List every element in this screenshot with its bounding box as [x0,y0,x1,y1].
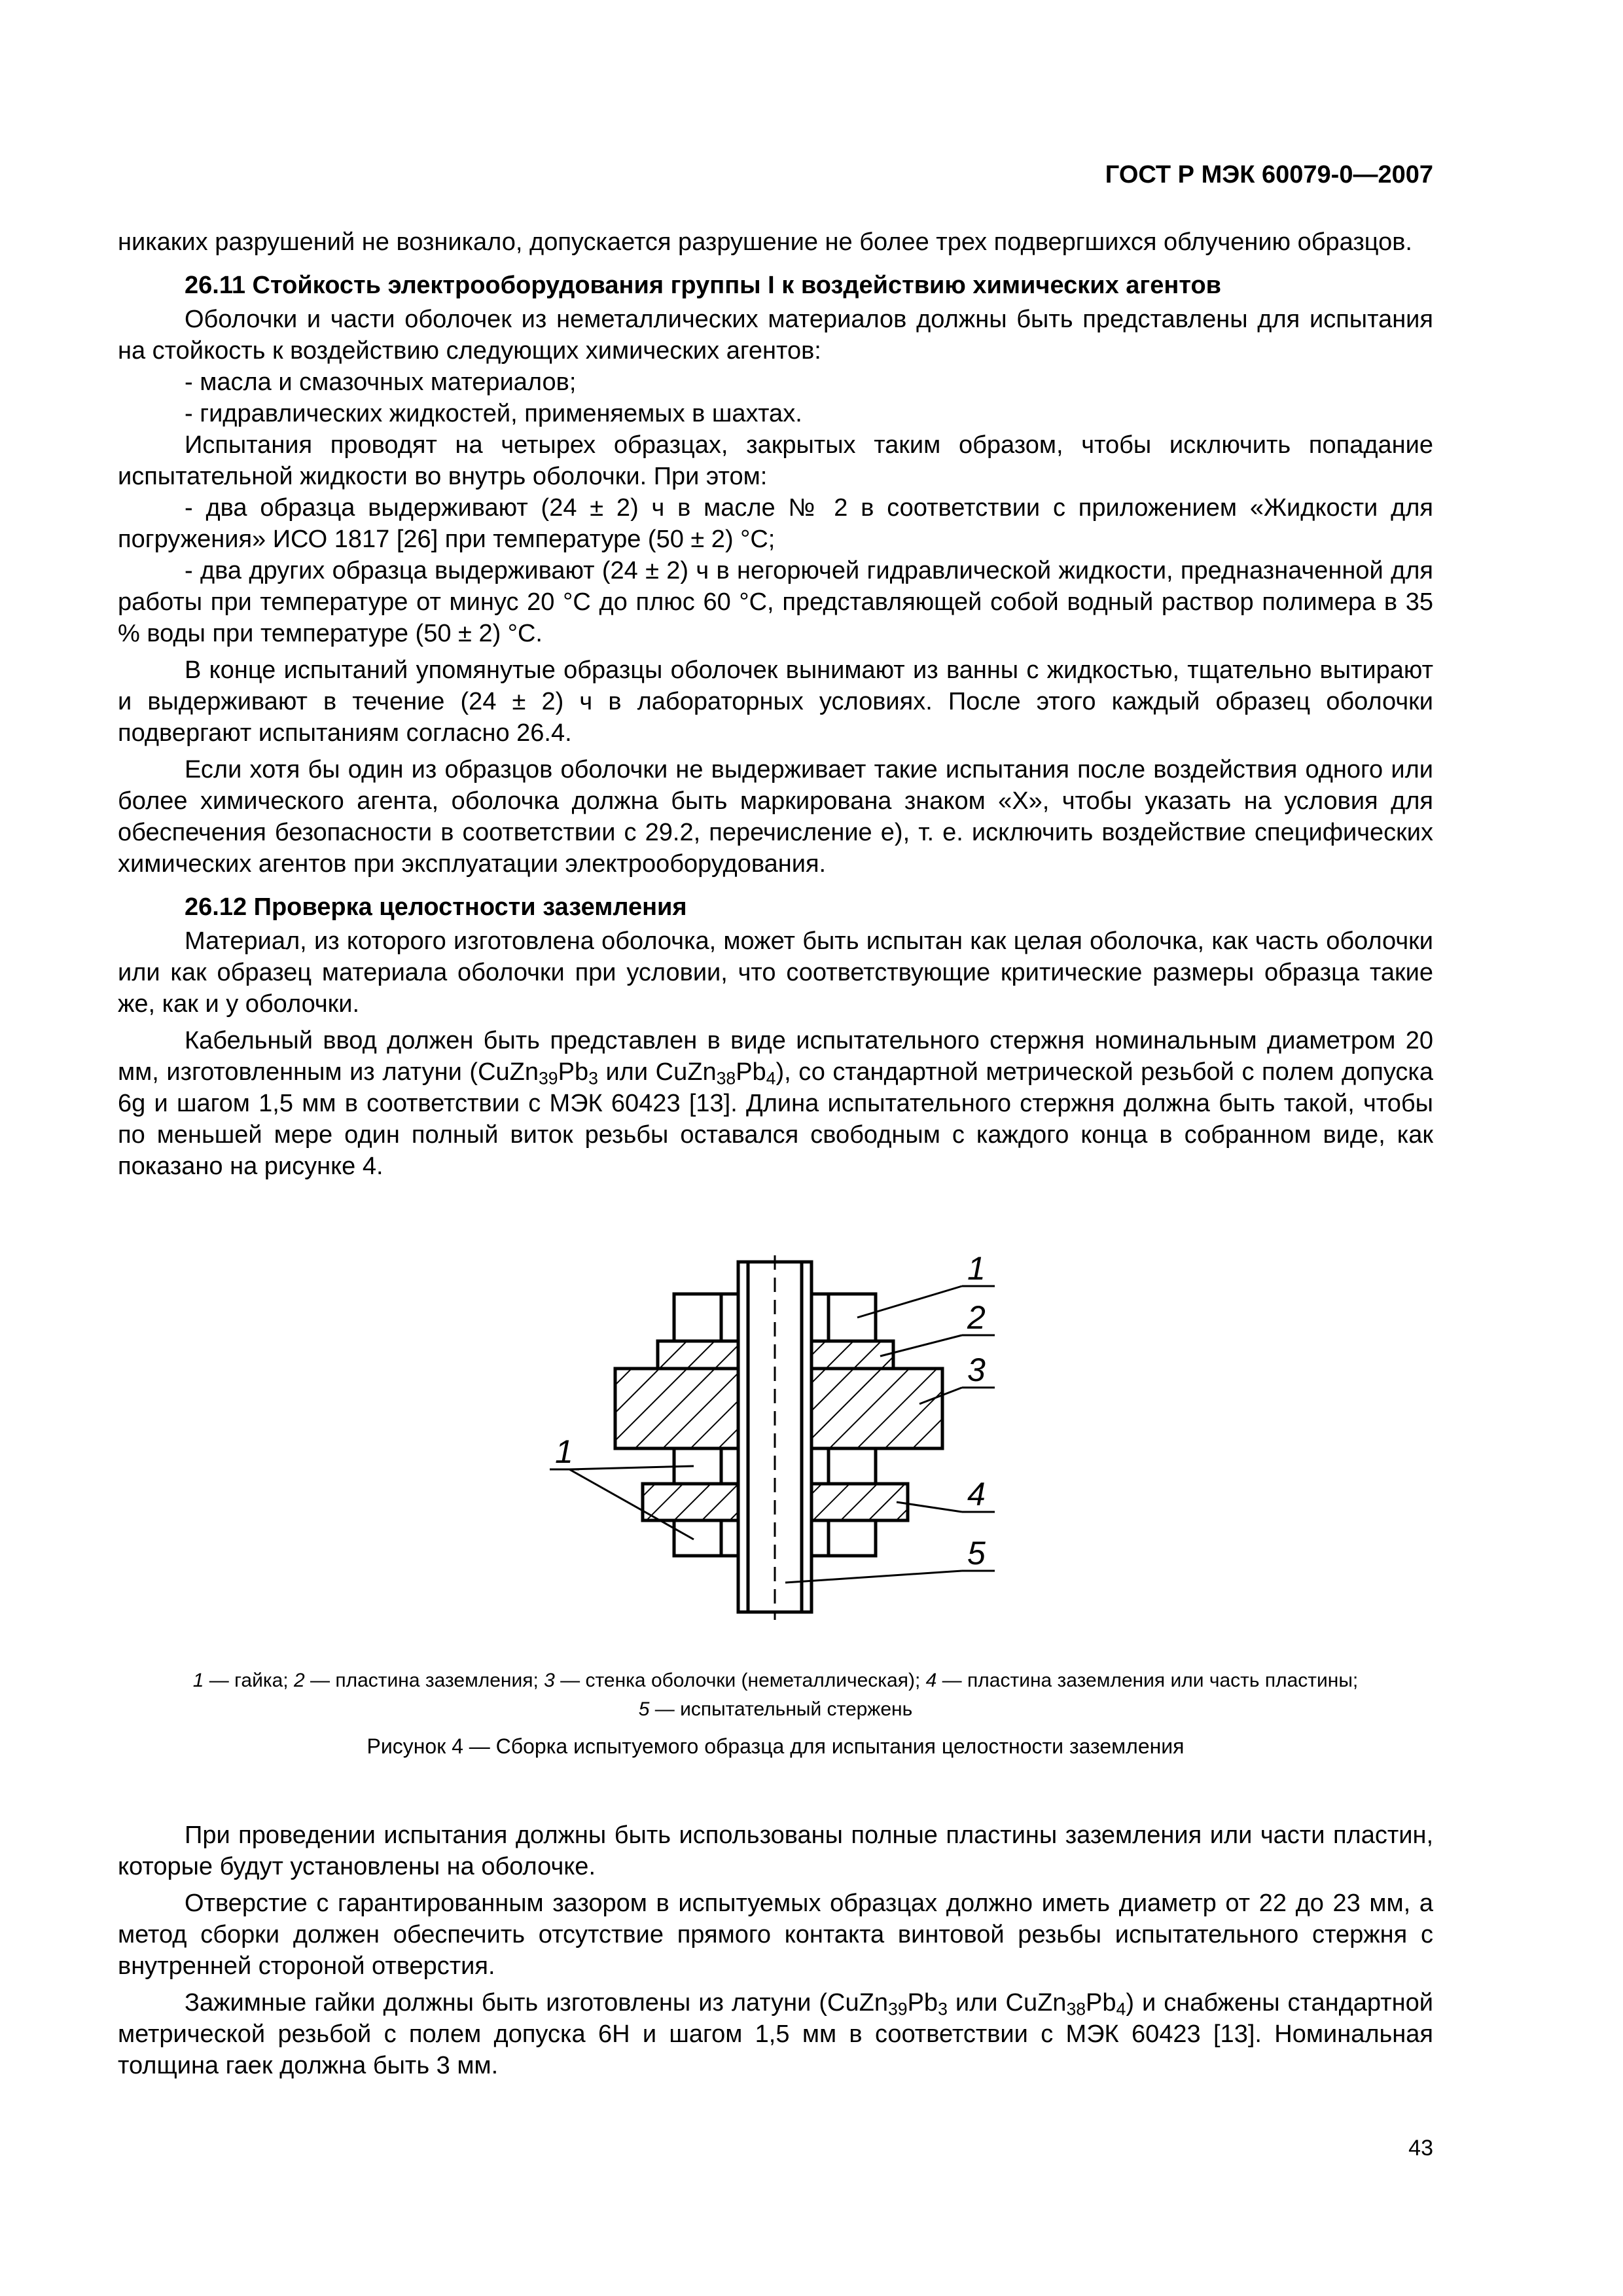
list-item: - масла и смазочных материалов; [185,368,577,396]
paragraph: Если хотя бы один из образцов оболочки не выдерживает такие испытания после воздействия одного или более химического агента, оболочка должна быть маркирована знаком «X», чтобы указать на условия для обеспечения безопасности в соответствии с 29.2, перечисление е), т. е. исключить воздействие специфических химических агентов при эксплуатации электрооборудования. [118,756,1433,878]
figure-legend: 1 — гайка; 2 — пластина заземления; 3 — стенка оболочки (неметаллическая); 4 — пластина заземления или часть пластины; 5 — испытательный стержень [192,1670,1359,1720]
paragraph: При проведении испытания должны быть использованы полные пластины заземления или части пластин, которые будут установлены на оболочке. [118,1821,1433,1880]
list-item: - два других образца выдерживают (24 ± 2) ч в негорючей гидравлической жидкости, предназначенной для работы при температуре от минус 20 °С до плюс 60 °С, представляющей собой водный раствор полимера в 35 % воды при температуре (50 ± 2) °С. [118,557,1433,647]
page-number: 43 [1408,2136,1433,2161]
paragraph: В конце испытаний упомянутые образцы оболочек вынимают из ванны с жидкостью, тщательно вытирают и выдерживают в течение (24 ± 2) ч в лабораторных условиях. После этого каждый образец оболочки подвергают испытаниям согласно 26.4. [118,656,1433,747]
label-1-top: 1 [967,1250,986,1287]
figure-title: Рисунок 4 — Сборка испытуемого образца для испытания целостности заземления [366,1734,1185,1758]
label-4: 4 [967,1476,986,1513]
label-5: 5 [967,1535,986,1571]
label-1-left: 1 [555,1433,573,1470]
section-heading-26-12: 26.12 Проверка целостности заземления [185,893,687,921]
paragraph: Материал, из которого изготовлена оболочка, может быть испытан как целая оболочка, как часть оболочки или как образец материала оболочки при условии, что соответствующие критические размеры образца такие же, как и у оболочки. [118,927,1433,1018]
paragraph: Испытания проводят на четырех образцах, закрытых таким образом, чтобы исключить попадание испытательной жидкости во внутрь оболочки. При этом: [118,431,1433,490]
document-code-header: ГОСТ Р МЭК 60079-0—2007 [1105,161,1433,188]
section-heading-26-11: 26.11 Стойкость электрооборудования группы I к воздействию химических агентов [185,272,1222,299]
continued-paragraph: никаких разрушений не возникало, допускается разрушение не более трех подвергшихся облучению образцов. [118,228,1412,256]
list-item: - два образца выдерживают (24 ± 2) ч в масле № 2 в соответствии с приложением «Жидкости для погружения» ИСО 1817 [26] при температуре (50 ± 2) °С; [118,494,1433,553]
lower-text-block [118,1820,1433,2081]
label-2: 2 [967,1299,986,1336]
paragraph-clamp-nuts: Зажимные гайки должны быть изготовлены из латуни ($CuZn_{39}Pb_3$ или $CuZn_{38}Pb_4$) и снабжены стандартной метрической резьбой с полем допуска 6Н и шагом 1,5 мм в соответствии с МЭК 60423 [13]. Номинальная толщина гаек должна быть 3 мм. [118,1989,1433,2079]
paragraph: Оболочки и части оболочек из неметаллических материалов должны быть представлены для испытания на стойкость к воздействию следующих химических агентов: [118,306,1433,365]
paragraph: Отверстие с гарантированным зазором в испытуемых образцах должно иметь диаметр от 22 до 23 мм, а метод сборки должен обеспечить отсутствие прямого контакта винтовой резьбы испытательного стержня с внутренней стороной отверстия. [118,1890,1433,1980]
paragraph-test-rod: Кабельный ввод должен быть представлен в виде испытательного стержня номинальным диаметром 20 мм, изготовленным из латуни ($CuZn_{39}Pb_3$ или $CuZn_{38}Pb_4$), со стандартной метрической резьбой с полем допуска 6g и шагом 1,5 мм в соответствии с МЭК 60423 [13]. Длина испытательного стержня должна быть такой, чтобы по меньшей мере один полный виток резьбы оставался свободным с каждого конца в собранном виде, как показано на рисунке 4. [118,1027,1433,1180]
list-item: - гидравлических жидкостей, применяемых в шахтах. [185,400,802,427]
label-3: 3 [967,1352,986,1388]
